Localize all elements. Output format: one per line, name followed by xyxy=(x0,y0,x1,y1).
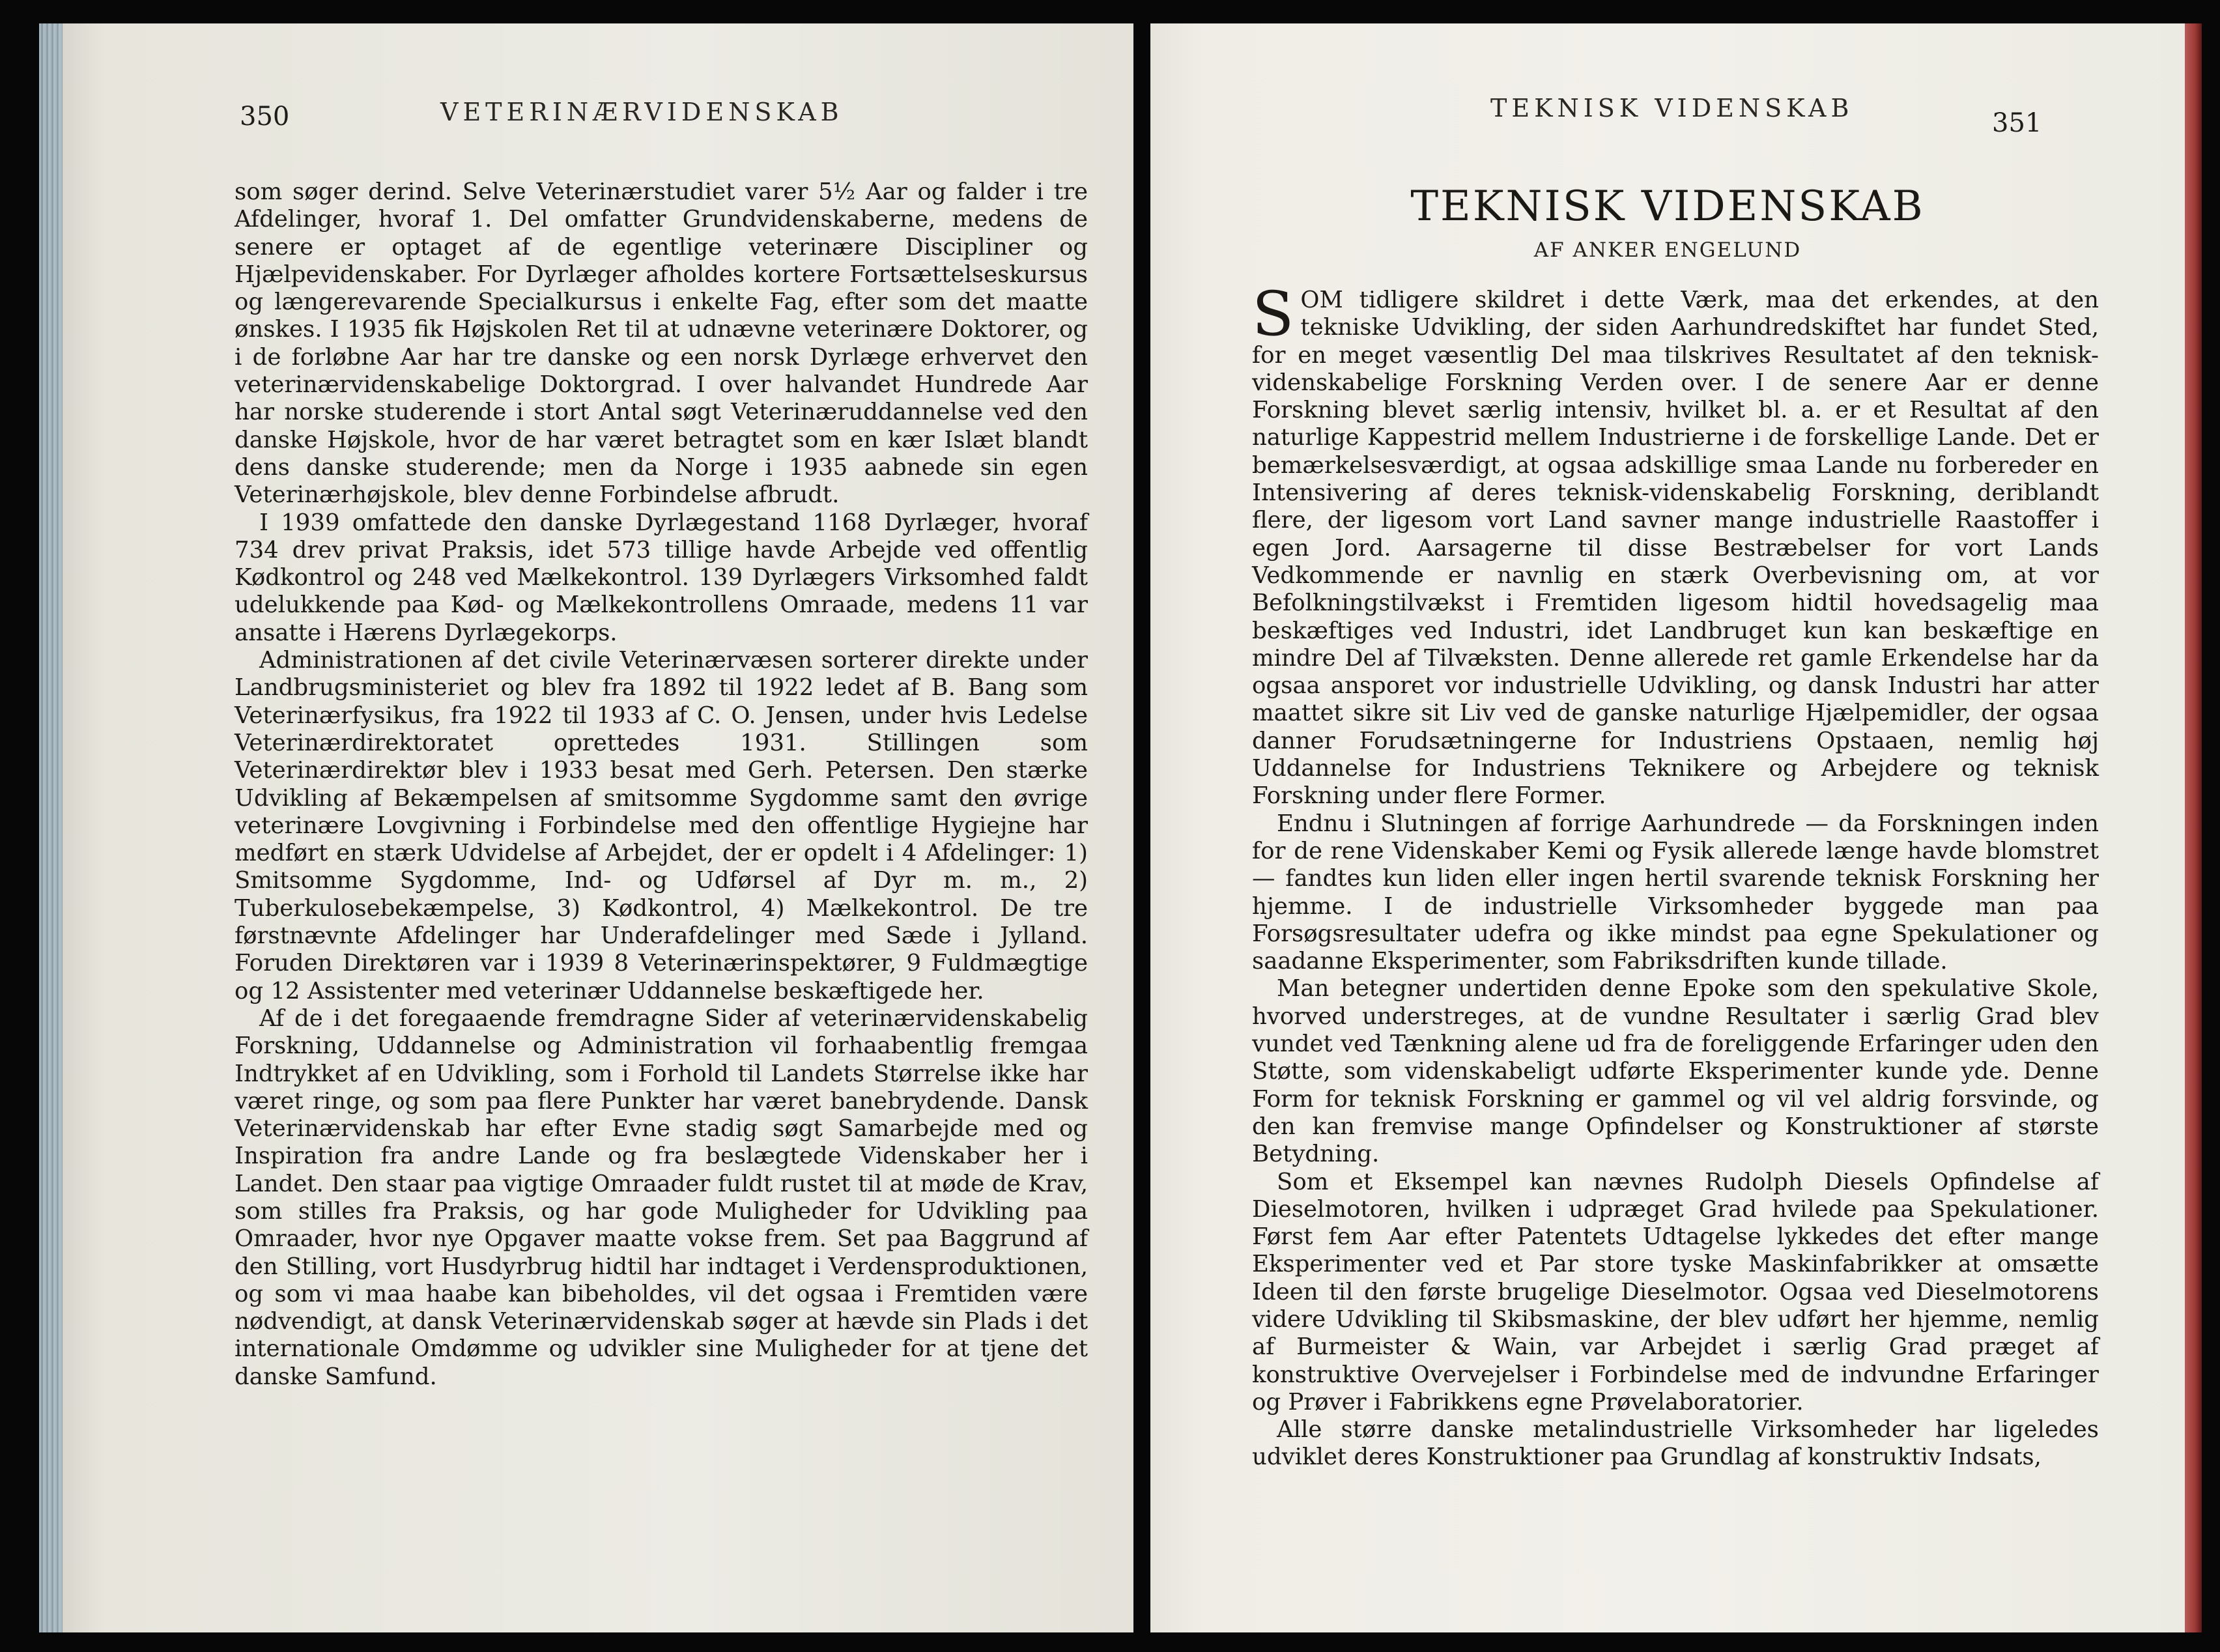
book-cover-edge xyxy=(2185,23,2202,1632)
article-byline: AF ANKER ENGELUND xyxy=(1533,238,1802,262)
running-head: TEKNISK VIDENSKAB xyxy=(1490,94,1854,122)
paragraph: I 1939 omfattede den danske Dyrlægestand 1168 Dyrlæger, hvoraf 734 drev privat Praksis, idet 573 tillige havde Arbejde ved offentlig Kødkontrol og 248 ved Mælkekontrol. 139 Dyrlægers Virksomhed faldt udelukkende paa Kød- og Mælkekontrollens Omraade, medens 11 var ansatte i Hærens Dyrlægekorps. xyxy=(235,509,1088,646)
paragraph: som søger derind. Selve Veterinærstudiet varer 5½ Aar og falder i tre Afdelinger, hvoraf 1. Del omfatter Grundvidenskaberne, medens de senere er optaget af de egentlige veterinære Discipliner og Hjælpevidenskaber. For Dyrlæger afholdes kortere Fortsættelseskursus og længerevarende Specialkursus i enkelte Fag, efter som det maatte ønskes. I 1935 fik Højskolen Ret til at udnævne veterinære Doktorer, og i de forløbne Aar har tre danske og een norsk Dyrlæge erhvervet den veterinærvidenskabelige Doktorgrad. I over halvandet Hundrede Aar har norske studerende i stort Antal søgt Veterinæruddannelse ved den danske Højskole, hvor de har været betragtet som en kær Islæt blandt dens danske studerende; men da Norge i 1935 aabnede sin egen Veterinærhøjskole, blev denne Forbindelse afbrudt. xyxy=(235,178,1088,509)
page-number: 351 xyxy=(1992,108,2042,138)
body-text xyxy=(235,178,1088,1391)
paragraph: Administrationen af det civile Veterinærvæsen sorterer direkte under Landbrugsministeriet og blev fra 1892 til 1922 ledet af B. Bang som Veterinærfysikus, fra 1922 til 1933 af C. O. Jensen, under hvis Ledelse Veterinærdirektoratet oprettedes 1931. Stillingen som Veterinærdirektør blev i 1933 besat med Gerh. Petersen. Den stærke Udvikling af Bekæmpelsen af smitsomme Sygdomme samt den øvrige veterinære Lovgivning i Forbindelse med den offentlige Hygiejne har medført en stærk Udvidelse af Arbejdet, der er opdelt i 4 Afdelinger: 1) Smitsomme Sygdomme, Ind- og Udførsel af Dyr m. m., 2) Tuberkulosebekæmpelse, 3) Kødkontrol, 4) Mælkekontrol. De tre førstnævnte Afdelinger har Underafdelinger med Sæde i Jylland. Foruden Direktøren var i 1939 8 Veterinærinspektører, 9 Fuldmægtige og 12 Assistenter med veterinær Uddannelse beskæftigede her. xyxy=(235,647,1088,1004)
paragraph: Endnu i Slutningen af forrige Aarhundrede — da Forskningen inden for de rene Videnskaber Kemi og Fysik allerede længe havde blomstret — fandtes kun liden eller ingen hertil svarende teknisk Forskning her hjemme. I de industrielle Virksomheder byggede man paa Forsøgsresultater udefra og ikke mindst paa egne Spekulationer og saadanne Eksperimenter, som Fabriksdriften kunde tillade. xyxy=(1252,810,2099,975)
page-number: 350 xyxy=(240,102,290,132)
article-title: TEKNISK VIDENSKAB xyxy=(1410,182,1925,231)
paragraph: Man betegner undertiden denne Epoke som den spekulative Skole, hvorved understreges, at de vundne Resultater i særlig Grad blev vundet ved Tænkning alene ud fra de foreliggende Erfaringer uden den Støtte, som videnskabeligt udførte Eksperimenter kunde yde. Denne Form for teknisk Forskning er gammel og vil vel aldrig forsvinde, og den kan fremvise mange Opfindelser og Konstruktioner af største Betydning. xyxy=(1252,975,2099,1168)
right-page xyxy=(1150,23,2185,1632)
paragraph: Alle større danske metalindustrielle Virksomheder har ligeledes udviklet deres Konstruktioner paa Grundlag af konstruktiv Indsats, xyxy=(1252,1416,2099,1471)
left-page xyxy=(39,23,1133,1632)
paragraph: SOM tidligere skildret i dette Værk, maa det erkendes, at den tekniske Udvikling, der siden Aarhundredskiftet har fundet Sted, for en meget væsentlig Del maa tilskrives Resultatet af den teknisk-videnskabelige Forskning Verden over. I de senere Aar er denne Forskning blevet særlig intensiv, hvilket bl. a. er et Resultat af den naturlige Kappestrid mellem Industrierne i de forskellige Lande. Det er bemærkelsesværdigt, at ogsaa adskillige smaa Lande nu forbereder en Intensivering af deres teknisk-videnskabelig Forskning, deriblandt flere, der ligesom vort Land savner mange industrielle Raastoffer i egen Jord. Aarsagerne til disse Bestræbelser for vort Lands Vedkommende er navnlig en stærk Overbevisning om, at vor Befolkningstilvækst i Fremtiden ligesom hidtil hovedsagelig maa beskæftiges ved Industri, idet Landbruget kun kan beskæftige en mindre Del af Tilvæksten. Denne allerede ret gamle Erkendelse har da ogsaa ansporet vor industrielle Udvikling, og dansk Industri har atter maattet sikre sit Liv ved de ganske naturlige Hjælpemidler, der ogsaa danner Forudsætningerne for Industriens Opstaaen, nemlig høj Uddannelse for Industriens Teknikere og Arbejdere og teknisk Forskning under flere Former. xyxy=(1252,279,2099,810)
running-head: VETERINÆRVIDENSKAB xyxy=(440,98,844,126)
paragraph: Af de i det foregaaende fremdragne Sider af veterinærvidenskabelig Forskning, Uddannelse og Administration vil forhaabentlig fremgaa Indtrykket af en Udvikling, som i Forhold til Landets Størrelse ikke har været ringe, og som paa flere Punkter har været banebrydende. Dansk Veterinærvidenskab har efter Evne stadig søgt Samarbejde med og Inspiration fra andre Lande og fra beslægtede Videnskaber her i Landet. Den staar paa vigtige Omraader fuldt rustet til at møde de Krav, som stilles fra Praksis, og har gode Muligheder for Udvikling paa Omraader, hvor nye Opgaver maatte vokse frem. Set paa Baggrund af den Stilling, vort Husdyrbrug hidtil har indtaget i Verdensproduktionen, og som vi maa haabe kan bibeholdes, vil det ogsaa i Fremtiden være nødvendigt, at dansk Veterinærvidenskab søger at hævde sin Plads i det internationale Omdømme og udvikler sine Muligheder for at tjene det danske Samfund. xyxy=(235,1004,1088,1390)
body-text xyxy=(1252,279,2099,1472)
paragraph: Som et Eksempel kan nævnes Rudolph Diesels Opfindelse af Dieselmotoren, hvilken i udpræget Grad hvilede paa Spekulationer. Først fem Aar efter Patentets Udtagelse lykkedes det efter mange Eksperimenter ved et Par store tyske Maskinfabrikker at omsætte Ideen til den første brugelige Dieselmotor. Ogsaa ved Dieselmotorens videre Udvikling til Skibsmaskine, der blev udført her hjemme, nemlig af Burmeister & Wain, var Arbejdet i særlig Grad præget af konstruktive Overvejelser i Forbindelse med de indvundne Erfaringer og Prøver i Fabrikkens egne Prøvelaboratorier. xyxy=(1252,1168,2099,1416)
